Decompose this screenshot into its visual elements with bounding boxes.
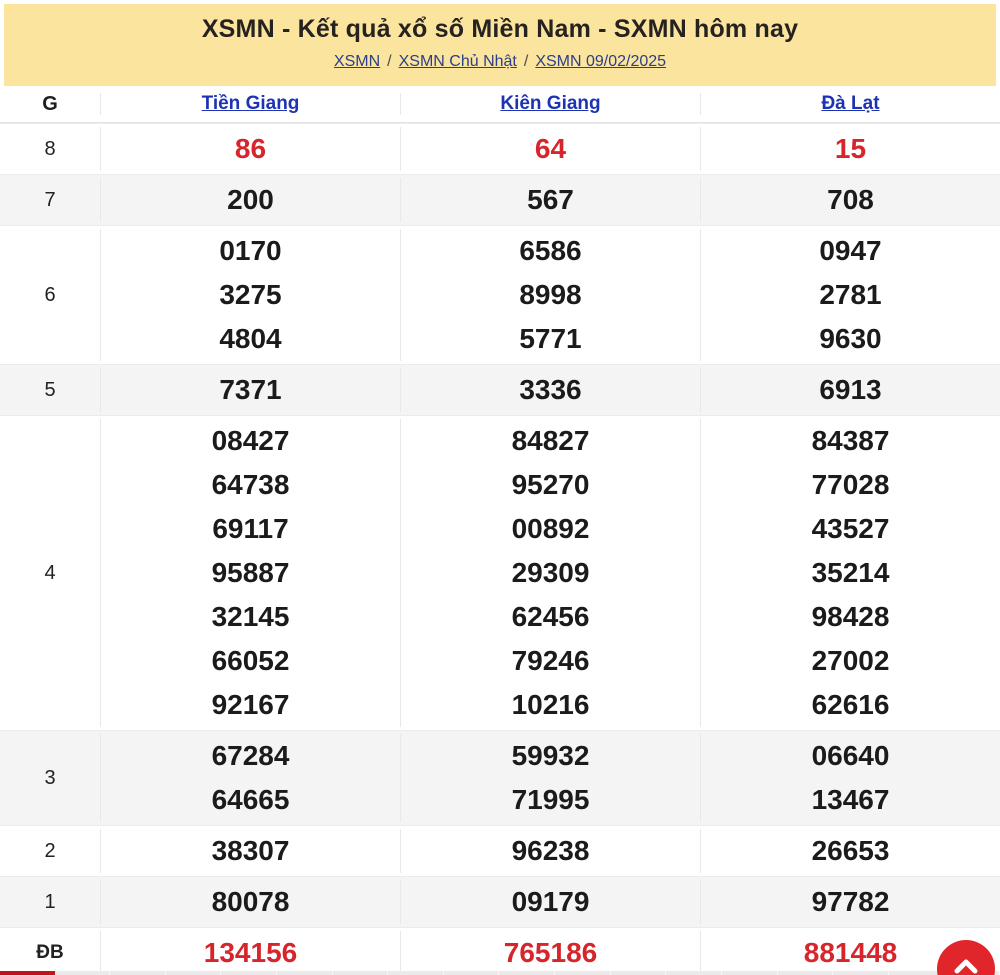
result-number: 32145 bbox=[211, 601, 290, 632]
result-number: 06640 bbox=[811, 740, 890, 771]
result-number: 77028 bbox=[811, 469, 890, 500]
prize-row-3 bbox=[0, 730, 1000, 825]
column-header-kien-giang bbox=[400, 93, 700, 115]
result-number: 6586 bbox=[519, 235, 582, 266]
bottom-tab-active[interactable] bbox=[0, 971, 55, 975]
result-number: 8998 bbox=[519, 279, 582, 310]
prize-label: 6 bbox=[44, 283, 56, 306]
bottom-tab[interactable] bbox=[110, 971, 166, 975]
result-number: 64738 bbox=[211, 469, 290, 500]
result-number: 567 bbox=[527, 184, 574, 215]
bottom-tab[interactable] bbox=[778, 971, 834, 975]
result-cell bbox=[700, 178, 1000, 222]
bottom-tab[interactable] bbox=[722, 971, 778, 975]
result-number: 134156 bbox=[203, 937, 298, 968]
result-cell bbox=[400, 734, 700, 822]
result-number: 38307 bbox=[211, 835, 290, 866]
result-number: 71995 bbox=[511, 784, 590, 815]
result-number: 765186 bbox=[503, 937, 598, 968]
result-cell bbox=[100, 229, 400, 361]
bottom-tab[interactable] bbox=[444, 971, 500, 975]
result-cell bbox=[100, 419, 400, 727]
result-cell bbox=[100, 127, 400, 171]
result-cell bbox=[400, 178, 700, 222]
prize-row-5 bbox=[0, 364, 1000, 415]
prize-row-2 bbox=[0, 825, 1000, 876]
result-cell bbox=[400, 368, 700, 412]
result-number: 84827 bbox=[511, 425, 590, 456]
bottom-tab[interactable] bbox=[221, 971, 277, 975]
result-cell bbox=[100, 368, 400, 412]
result-number: 95270 bbox=[511, 469, 590, 500]
bottom-tab[interactable] bbox=[555, 971, 611, 975]
result-number: 64 bbox=[534, 133, 567, 164]
breadcrumb-separator: / bbox=[387, 53, 392, 70]
result-cell bbox=[100, 829, 400, 873]
prize-column-header: G bbox=[42, 92, 58, 115]
result-number: 35214 bbox=[811, 557, 890, 588]
result-number: 0170 bbox=[219, 235, 282, 266]
result-number: 708 bbox=[827, 184, 874, 215]
result-number: 3275 bbox=[219, 279, 282, 310]
result-cell bbox=[400, 829, 700, 873]
result-number: 59932 bbox=[511, 740, 590, 771]
result-number: 200 bbox=[227, 184, 274, 215]
result-number: 27002 bbox=[811, 645, 890, 676]
result-cell bbox=[100, 734, 400, 822]
province-link-da-lat[interactable]: Đà Lạt bbox=[821, 93, 880, 114]
result-cell bbox=[700, 880, 1000, 924]
result-cell bbox=[100, 880, 400, 924]
chevron-up-icon bbox=[953, 963, 979, 975]
result-cell bbox=[100, 931, 400, 975]
result-number: 0947 bbox=[819, 235, 882, 266]
breadcrumb-link-xsmn-chu-nhat[interactable]: XSMN Chủ Nhật bbox=[398, 53, 517, 70]
breadcrumb-link-xsmn-date[interactable]: XSMN 09/02/2025 bbox=[535, 53, 667, 70]
result-number: 95887 bbox=[211, 557, 290, 588]
result-number: 79246 bbox=[511, 645, 590, 676]
result-cell bbox=[700, 734, 1000, 822]
result-number: 2781 bbox=[819, 279, 882, 310]
result-number: 43527 bbox=[811, 513, 890, 544]
result-number: 881448 bbox=[803, 937, 898, 968]
breadcrumb bbox=[4, 53, 996, 71]
prize-label: ĐB bbox=[36, 942, 64, 963]
result-number: 92167 bbox=[211, 689, 290, 720]
result-number: 00892 bbox=[511, 513, 590, 544]
prize-label: 4 bbox=[44, 561, 56, 584]
breadcrumb-link-xsmn[interactable]: XSMN bbox=[333, 53, 381, 70]
prize-row-7 bbox=[0, 174, 1000, 225]
result-cell bbox=[700, 829, 1000, 873]
prize-label: 3 bbox=[44, 766, 56, 789]
bottom-tab[interactable] bbox=[277, 971, 333, 975]
result-number: 86 bbox=[234, 133, 267, 164]
prize-row-8 bbox=[0, 123, 1000, 174]
result-number: 10216 bbox=[511, 689, 590, 720]
result-number: 62616 bbox=[811, 689, 890, 720]
result-number: 98428 bbox=[811, 601, 890, 632]
bottom-tab[interactable] bbox=[166, 971, 222, 975]
bottom-tab[interactable] bbox=[889, 971, 945, 975]
result-number: 08427 bbox=[211, 425, 290, 456]
prize-label: 2 bbox=[44, 839, 56, 862]
prize-label: 7 bbox=[44, 188, 56, 211]
result-number: 09179 bbox=[511, 886, 590, 917]
page bbox=[0, 4, 1000, 975]
result-number: 15 bbox=[834, 133, 867, 164]
prize-label: 5 bbox=[44, 378, 56, 401]
bottom-tab[interactable] bbox=[388, 971, 444, 975]
result-number: 96238 bbox=[511, 835, 590, 866]
page-header-banner bbox=[4, 4, 996, 86]
results-table-body bbox=[0, 123, 1000, 975]
prize-label: 8 bbox=[44, 137, 56, 160]
prize-row-ĐB bbox=[0, 927, 1000, 975]
prize-row-6 bbox=[0, 225, 1000, 364]
result-number: 67284 bbox=[211, 740, 290, 771]
result-number: 7371 bbox=[219, 374, 282, 405]
result-number: 64665 bbox=[211, 784, 290, 815]
page-title: XSMN - Kết quả xổ số Miền Nam - SXMN hôm nay bbox=[201, 15, 799, 43]
prize-label: 1 bbox=[44, 890, 56, 913]
bottom-tab[interactable] bbox=[611, 971, 667, 975]
result-cell bbox=[700, 368, 1000, 412]
bottom-tab-bar bbox=[0, 971, 1000, 975]
result-number: 69117 bbox=[212, 513, 289, 544]
result-cell bbox=[700, 127, 1000, 171]
result-number: 97782 bbox=[811, 886, 890, 917]
result-number: 4804 bbox=[219, 323, 282, 354]
result-number: 26653 bbox=[811, 835, 890, 866]
prize-row-4 bbox=[0, 415, 1000, 730]
result-number: 66052 bbox=[211, 645, 290, 676]
results-table-header bbox=[0, 86, 1000, 123]
bottom-tab[interactable] bbox=[666, 971, 722, 975]
result-number: 3336 bbox=[519, 374, 582, 405]
result-cell bbox=[400, 127, 700, 171]
result-number: 84387 bbox=[811, 425, 890, 456]
result-cell bbox=[400, 880, 700, 924]
result-cell bbox=[400, 419, 700, 727]
result-cell bbox=[400, 229, 700, 361]
result-number: 5771 bbox=[519, 323, 582, 354]
bottom-tab[interactable] bbox=[833, 971, 889, 975]
bottom-tab[interactable] bbox=[499, 971, 555, 975]
column-header-da-lat bbox=[700, 93, 1000, 115]
province-link-kien-giang[interactable]: Kiên Giang bbox=[500, 93, 601, 114]
bottom-tab[interactable] bbox=[333, 971, 389, 975]
result-number: 29309 bbox=[511, 557, 590, 588]
result-cell bbox=[100, 178, 400, 222]
bottom-tab[interactable] bbox=[55, 971, 111, 975]
result-number: 6913 bbox=[819, 374, 882, 405]
result-number: 62456 bbox=[511, 601, 590, 632]
result-cell bbox=[400, 931, 700, 975]
result-number: 9630 bbox=[819, 323, 882, 354]
result-number: 13467 bbox=[811, 784, 890, 815]
prize-row-1 bbox=[0, 876, 1000, 927]
province-link-tien-giang[interactable]: Tiền Giang bbox=[201, 93, 300, 114]
result-cell bbox=[700, 229, 1000, 361]
result-cell bbox=[700, 419, 1000, 727]
column-header-tien-giang bbox=[100, 93, 400, 115]
breadcrumb-separator: / bbox=[523, 53, 529, 70]
result-number: 80078 bbox=[211, 886, 290, 917]
